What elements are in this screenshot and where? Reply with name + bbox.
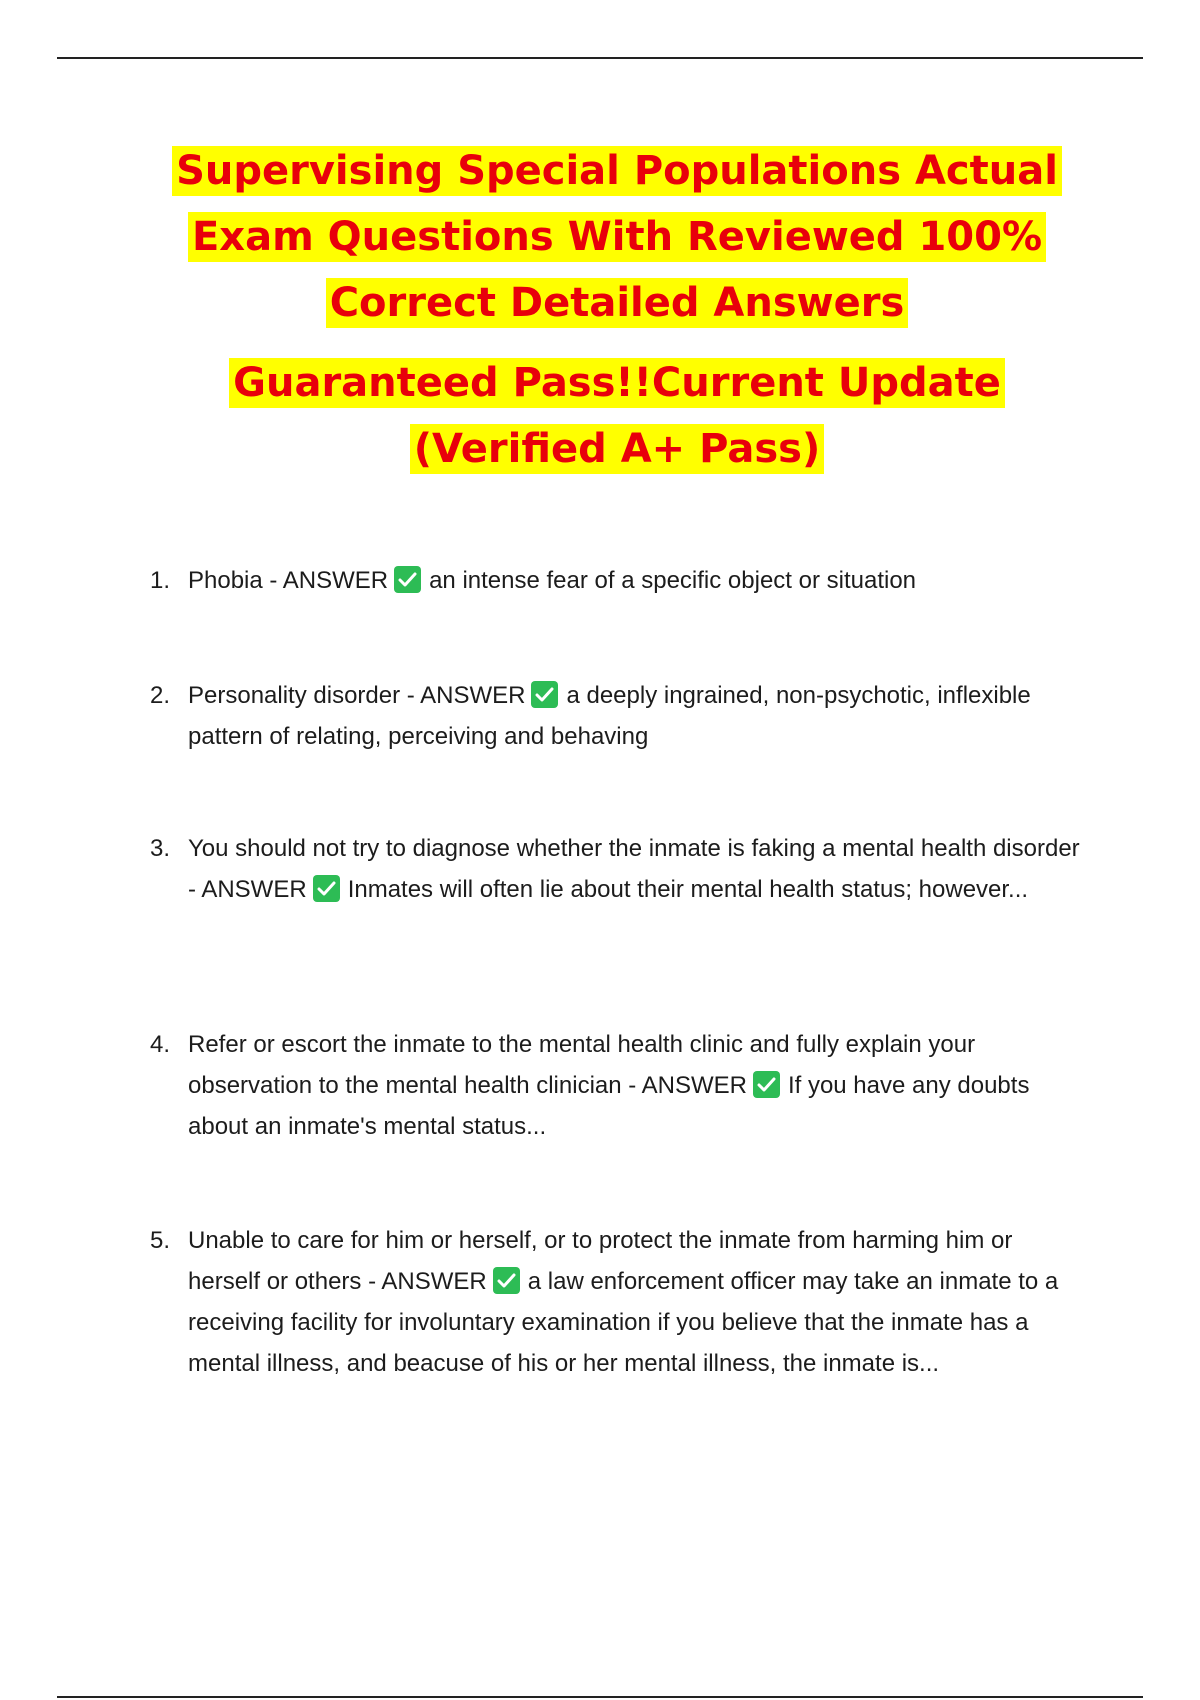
item-number: 5. (150, 1227, 171, 1254)
list-item (140, 560, 1090, 601)
item-answer: a law enforcement officer may take an inmate to a receiving facility for involuntary examination if you believe that the inmate has a mental illness, and beacuse of his or her mental illness, the inmate is... (188, 1268, 1059, 1377)
list-item (140, 828, 1090, 910)
item-number: 3. (150, 835, 171, 862)
document-title (60, 138, 1174, 482)
title-line-3: Correct Detailed Answers (60, 270, 1174, 336)
title-line-4: Guaranteed Pass!!Current Update (60, 350, 1174, 416)
check-icon (313, 875, 340, 902)
item-answer: a deeply ingrained, non-psychotic, inflexible pattern of relating, perceiving and behaving (188, 682, 1031, 750)
check-icon (493, 1267, 520, 1294)
check-icon (531, 681, 558, 708)
item-number: 1. (150, 567, 171, 594)
check-icon (394, 566, 421, 593)
item-answer: If you have any doubts about an inmate's mental status... (188, 1072, 1030, 1140)
item-number: 2. (150, 682, 171, 709)
item-question: Phobia - ANSWER (188, 567, 389, 594)
title-line-1: Supervising Special Populations Actual (60, 138, 1174, 204)
list-item (140, 1024, 1090, 1147)
title-line-2: Exam Questions With Reviewed 100% (60, 204, 1174, 270)
check-icon (753, 1071, 780, 1098)
item-number: 4. (150, 1031, 171, 1058)
top-rule (57, 57, 1143, 59)
item-answer: an intense fear of a specific object or situation (429, 567, 917, 594)
item-question: Unable to care for him or herself, or to protect the inmate from harming him or herself or others - ANSWER (188, 1227, 1013, 1295)
list-item (140, 675, 1090, 757)
bottom-rule (57, 1696, 1143, 1698)
list-item (140, 1220, 1090, 1384)
item-question: You should not try to diagnose whether the inmate is faking a mental health disorder - ANSWER (188, 835, 1080, 903)
item-question: Personality disorder - ANSWER (188, 682, 526, 709)
item-answer: Inmates will often lie about their mental health status; however... (347, 876, 1029, 903)
item-question: Refer or escort the inmate to the mental health clinic and fully explain your observation to the mental health clinician - ANSWER (188, 1031, 976, 1099)
title-line-5: (Verified A+ Pass) (60, 416, 1174, 482)
